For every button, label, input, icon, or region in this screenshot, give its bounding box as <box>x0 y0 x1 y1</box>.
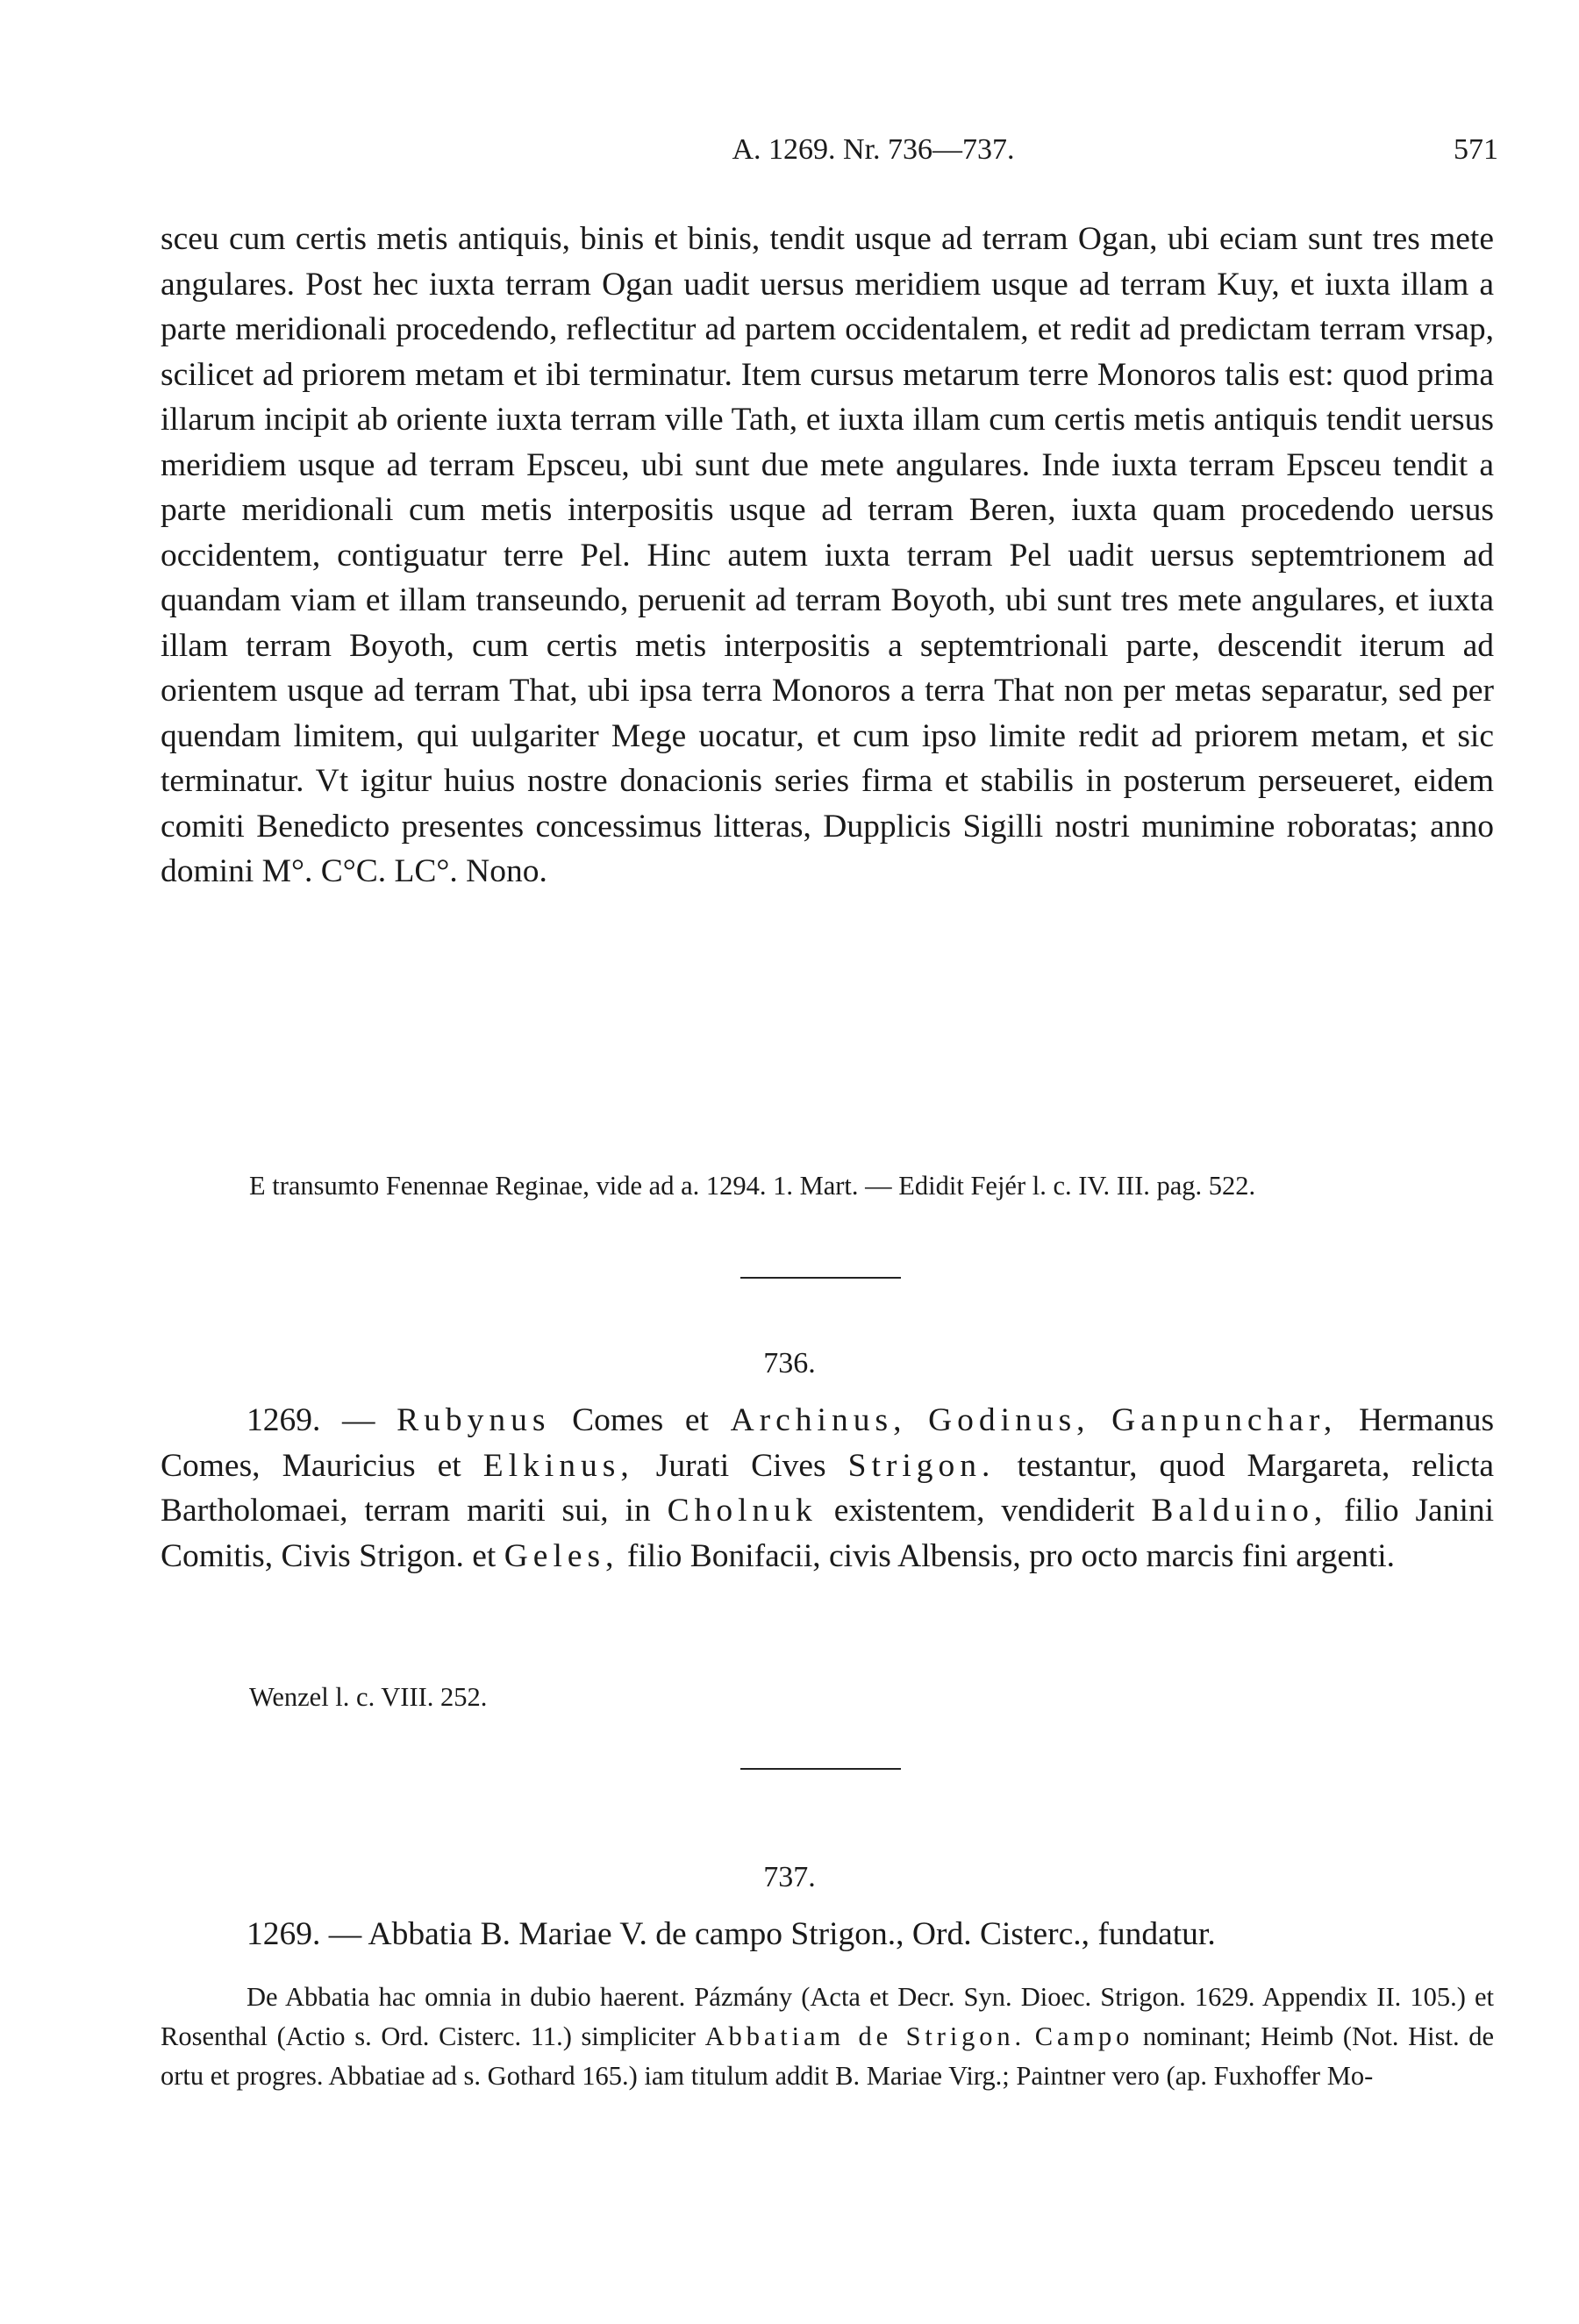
regest-text: testantur, quod Margareta, relicta Bartholomaei, terram mariti sui, in <box>161 1447 1495 1529</box>
regest-736-date: 1269. <box>246 1402 321 1438</box>
regest-737-date: 1269. <box>246 1916 321 1952</box>
person-name: Rubynus <box>397 1402 551 1438</box>
source-note-736-text: Wenzel l. c. VIII. 252. <box>249 1682 488 1712</box>
document-number-736: 736. <box>763 1347 816 1379</box>
person-name: Godinus, <box>928 1402 1090 1438</box>
source-note-736 <box>249 1678 1495 1717</box>
source-note-737-spaced: Abbatiam de Strigon. <box>704 2021 1026 2051</box>
regest-text: filio Bonifacii, civis Albensis, pro octo marcis fini argenti. <box>626 1537 1396 1574</box>
source-note-737 <box>161 1978 1494 2096</box>
place-name: Strigon. <box>847 1447 996 1484</box>
person-name: Ganpunchar, <box>1111 1402 1338 1438</box>
regest-text: Comes et <box>572 1402 709 1438</box>
continuation-text <box>161 217 1494 895</box>
section-divider <box>740 1768 901 1770</box>
regest-737-summary: — Abbatia B. Mariae V. de campo Strigon., Ord. Cisterc., fundatur. <box>328 1916 1216 1952</box>
source-note-737-text: nominant; Heimb (Not. Hist. de ortu et progres. Abbatiae ad s. Gothard 165.) iam titulum addit B. Mariae Virg.; Paintner vero (ap. Fuxhoffer Mo- <box>161 2021 1495 2091</box>
regest-text: existentem, vendiderit <box>833 1493 1135 1529</box>
running-header <box>248 133 1498 177</box>
regest-737 <box>161 1912 1494 1957</box>
section-divider <box>740 1277 901 1279</box>
source-note-735 <box>249 1166 1495 1206</box>
source-note-737-spaced: Campo <box>1034 2021 1134 2051</box>
regest-736 <box>161 1398 1494 1579</box>
person-name: Elkinus, <box>482 1447 634 1484</box>
regest-text: Hermanus Comes, Mauricius et <box>161 1402 1495 1484</box>
place-name: Cholnuk <box>667 1493 818 1529</box>
source-note-735-text: E transumto Fenennae Reginae, vide ad a. 1294. 1. Mart. — Edidit Fejér l. c. IV. III. pag. 522. <box>249 1171 1256 1201</box>
regest-text: Jurati Cives <box>655 1447 826 1484</box>
source-note-737-text: De Abbatia hac omnia in dubio haerent. Pázmány (Acta et Decr. Syn. Dioec. Strigon. 1629. Appendix II. 105.) et Rosenthal (Actio s. Ord. Cisterc. 11.) simpliciter <box>161 1982 1494 2051</box>
person-name: Archinus, <box>730 1402 907 1438</box>
header-title: A. 1269. Nr. 736—737. <box>732 133 1015 166</box>
person-name: Geles, <box>504 1537 619 1574</box>
continuation-paragraph: sceu cum certis metis antiquis, binis et binis, tendit usque ad terram Ogan, ubi eciam sunt tres mete angulares. Post hec iuxta terram Ogan uadit uersus meridiem usque ad terram Kuy, et iuxta illam a parte meridionali procedendo, reflectitur ad partem occidentalem, et redit ad predictam terram vrsap, scilicet ad priorem metam et ibi terminatur. Item cursus metarum terre Monoros talis est: quod prima illarum incipit ab oriente iuxta terram ville Tath, et iuxta illam cum certis metis antiquis tendit uersus meridiem usque ad terram Epsceu, ubi sunt due mete angulares. Inde iuxta terram Epsceu tendit a parte meridionali cum metis interpositis usque ad terram Beren, iuxta quam procedendo uersus occidentem, contiguatur terre Pel. Hinc autem iuxta terram Pel uadit uersus septemtrionem ad quandam viam et illam transeundo, peruenit ad terram Boyoth, ubi sunt tres mete angulares, et iuxta illam terram Boyoth, cum certis metis interpositis a septemtrionali parte, descendit iterum ad orientem usque ad terram That, ubi ipsa terra Monoros a terra That non per metas separatur, sed per quendam limitem, qui uulgariter Mege uocatur, et cum ipso limite redit ad priorem metam, et sic terminatur. Vt igitur huius nostre donacionis series firma et stabilis in posterum perseueret, eidem comiti Benedicto presentes concessimus litteras, Dupplicis Sigilli nostri munimine roboratas; anno domini M°. C°C. LC°. Nono. <box>161 221 1494 889</box>
document-number-737: 737. <box>763 1861 816 1893</box>
page-number: 571 <box>1454 133 1498 166</box>
regest-text: filio Janini Comitis, Civis Strigon. et <box>161 1493 1495 1574</box>
regest-736-dash: — <box>342 1402 375 1438</box>
person-name: Balduino, <box>1151 1493 1328 1529</box>
